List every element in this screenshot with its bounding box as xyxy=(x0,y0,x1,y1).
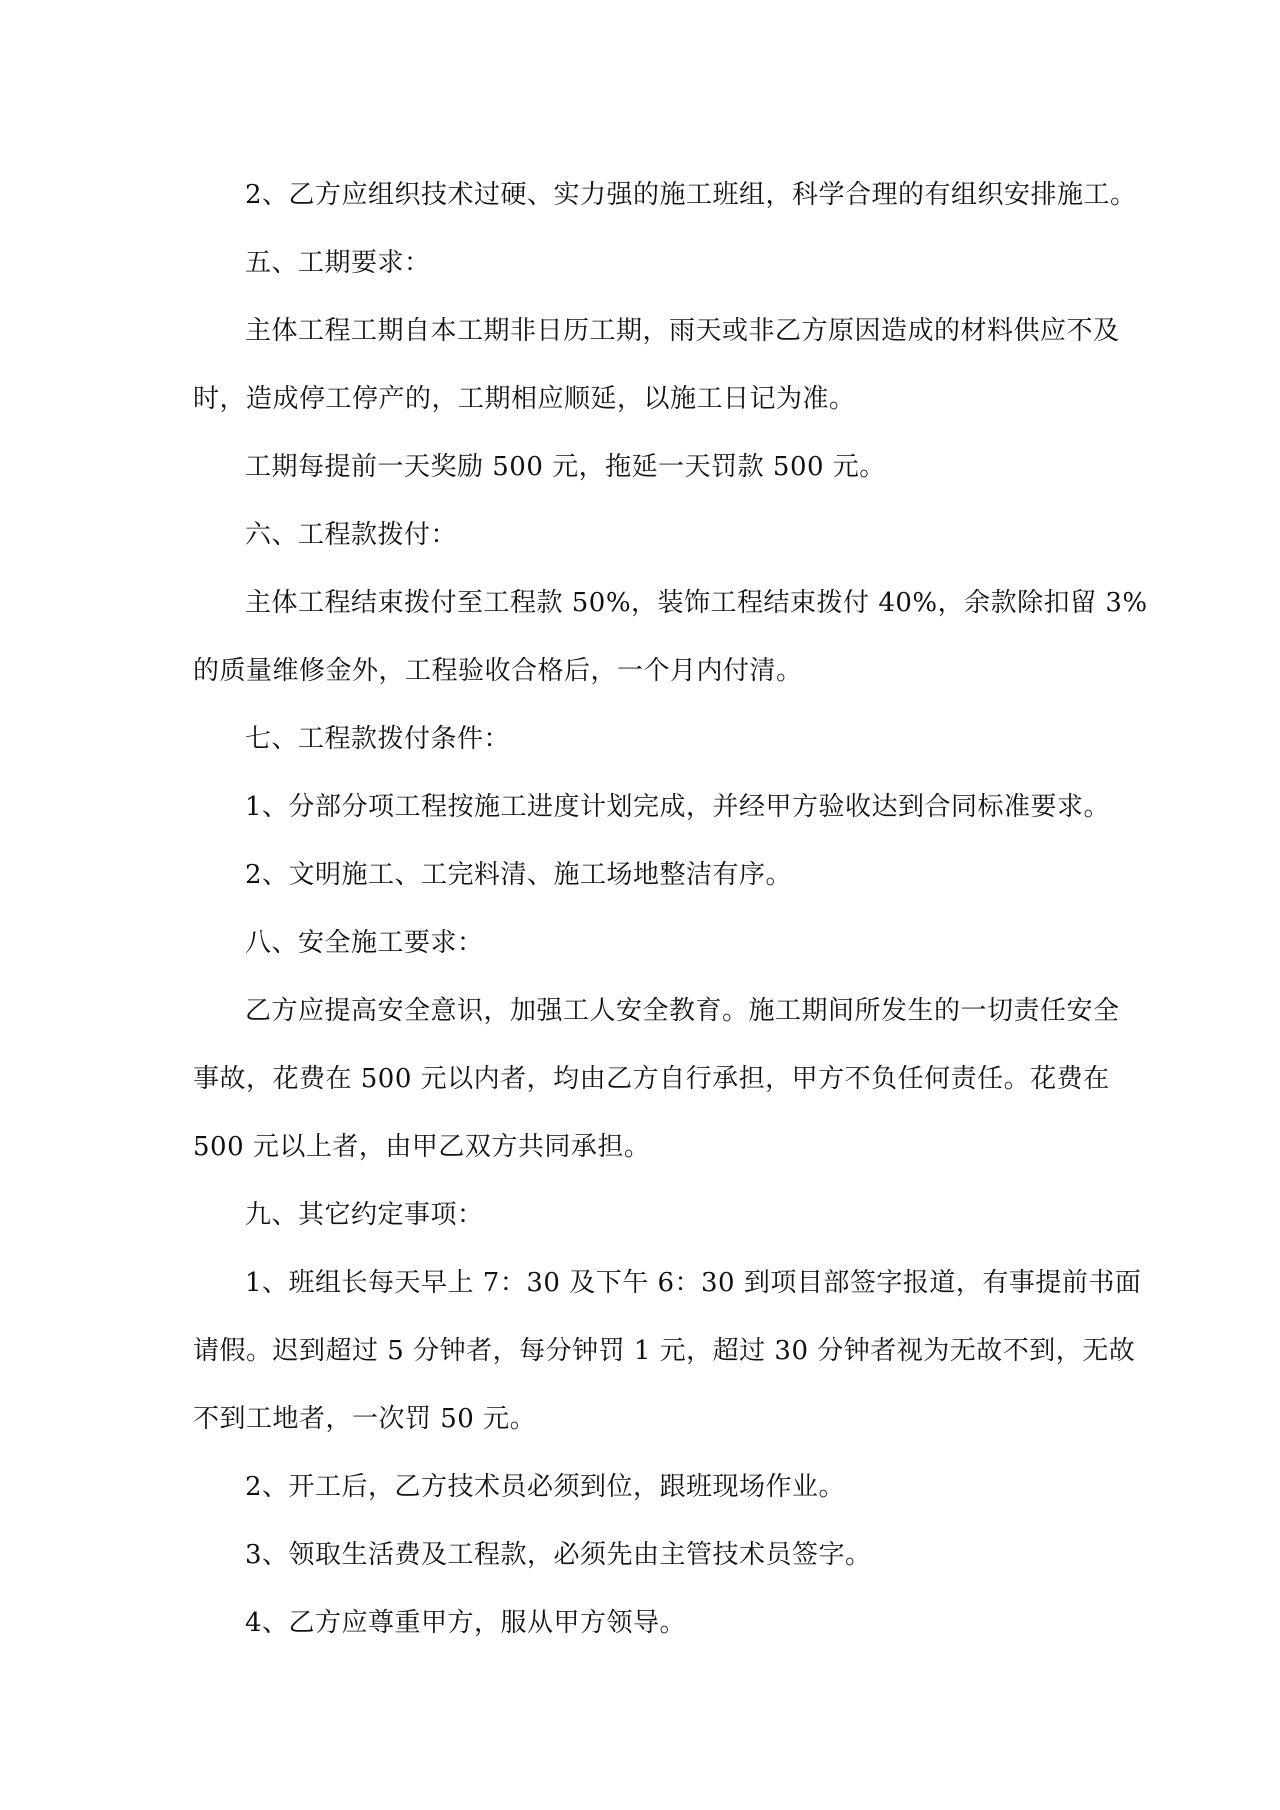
other-item-2: 2、开工后，乙方技术员必须到位，跟班现场作业。 xyxy=(245,1472,846,1502)
document-body xyxy=(193,161,1148,1657)
payment-condition-1: 1、分部分项工程按施工进度计划完成，并经甲方验收达到合同标准要求。 xyxy=(245,792,1111,822)
schedule-paragraph-line-1: 主体工程工期自本工期非日历工期，雨天或非乙方原因造成的材料供应不及 xyxy=(245,316,1120,346)
section-heading-payment: 六、工程款拨付： xyxy=(245,520,458,550)
other-item-3: 3、领取生活费及工程款，必须先由主管技术员签字。 xyxy=(245,1540,872,1570)
safety-paragraph-line-1: 乙方应提高安全意识，加强工人安全教育。施工期间所发生的一切责任安全 xyxy=(245,996,1120,1026)
section-heading-schedule: 五、工期要求： xyxy=(245,248,431,278)
safety-paragraph-line-3: 500 元以上者，由甲乙双方共同承担。 xyxy=(193,1132,651,1162)
section-heading-other: 九、其它约定事项： xyxy=(245,1200,484,1230)
payment-paragraph-line-2: 的质量维修金外，工程验收合格后，一个月内付清。 xyxy=(193,656,803,686)
payment-condition-2: 2、文明施工、工完料清、施工场地整洁有序。 xyxy=(245,860,793,890)
safety-paragraph-line-2: 事故，花费在 500 元以内者，均由乙方自行承担，甲方不负任何责任。花费在 xyxy=(193,1064,1110,1094)
other-item-1-line-1: 1、班组长每天早上 7：30 及下午 6：30 到项目部签字报道，有事提前书面 xyxy=(245,1268,1142,1298)
other-item-1-line-3: 不到工地者，一次罚 50 元。 xyxy=(193,1404,537,1434)
schedule-paragraph-line-2: 时，造成停工停产的，工期相应顺延，以施工日记为准。 xyxy=(193,384,856,414)
schedule-reward-penalty: 工期每提前一天奖励 500 元，拖延一天罚款 500 元。 xyxy=(245,452,886,482)
other-item-1-line-2: 请假。迟到超过 5 分钟者，每分钟罚 1 元，超过 30 分钟者视为无故不到，无故 xyxy=(193,1336,1136,1366)
other-item-4: 4、乙方应尊重甲方，服从甲方领导。 xyxy=(245,1608,687,1638)
section-heading-safety: 八、安全施工要求： xyxy=(245,928,484,958)
section-heading-payment-conditions: 七、工程款拨付条件： xyxy=(245,724,511,754)
clause-4-item-2: 2、乙方应组织技术过硬、实力强的施工班组，科学合理的有组织安排施工。 xyxy=(245,180,1137,210)
payment-paragraph-line-1: 主体工程结束拨付至工程款 50%，装饰工程结束拨付 40%，余款除扣留 3% xyxy=(245,588,1148,618)
